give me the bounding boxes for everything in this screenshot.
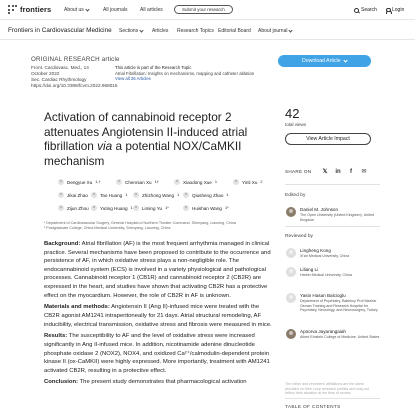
avatar-icon <box>233 179 239 185</box>
journal-nav-editorial-board[interactable] <box>218 28 251 34</box>
reviewer-text <box>300 267 352 278</box>
author-name: Dengyue Xu <box>67 179 93 185</box>
author-affil-sup: 1,† <box>95 180 101 184</box>
author-affil-sup: 1 <box>177 193 180 197</box>
title-part-2: a potential NOX/CaMKII mechanism <box>44 139 242 168</box>
reviewer-text <box>300 248 349 259</box>
twitter-icon[interactable]: 𝕏 <box>322 169 328 175</box>
author-name: Zijun Zhou <box>67 205 89 211</box>
nav-all-journals[interactable] <box>103 7 127 13</box>
author-name: Tao Huang <box>100 192 123 198</box>
avatar <box>286 207 296 217</box>
author-item[interactable] <box>130 205 169 211</box>
journal-nav-research-topics-label: Research Topics <box>177 28 214 34</box>
view-all-articles-link[interactable]: View all 26 Articles <box>115 76 151 81</box>
journal-nav-articles-label: Articles <box>152 28 169 34</box>
avatar-icon <box>58 205 64 211</box>
citation-doi[interactable]: https://doi.org/10.3389/fcvm.2022.968015 <box>31 83 118 88</box>
author-item[interactable] <box>116 179 159 185</box>
reviewer-text <box>300 293 381 313</box>
author-affil-sup: 1 <box>214 180 218 184</box>
research-topic-name[interactable]: Atrial Fibrillation: Insights on mechanisms, mapping and catheter ablation <box>115 70 255 76</box>
search-icon <box>354 8 359 13</box>
author-name: Liming Yu <box>142 205 163 211</box>
author-name: Yinli Xu <box>242 179 258 185</box>
author-affil-sup: 1 <box>125 193 128 197</box>
affiliation-item: ¹ Department of Cardiovascular Surgery, General Hospital of Northern Theater Command, Shenyang, Liaoning, China <box>44 221 236 225</box>
divider <box>285 398 380 399</box>
abstract-results <box>44 332 276 375</box>
avatar-icon <box>183 205 189 211</box>
author-name: Jikai Zhao <box>67 192 88 198</box>
reviewer-affiliation: Department of Psychiatry, Bakirkoy Prof Mazhar Osman Training and Research Hospital for Psychiatry, Neurology, and Neurosurgery, Turkey <box>300 299 378 313</box>
author-affil-sup: 1 <box>226 193 229 197</box>
brand-name: frontiers <box>20 5 52 14</box>
chevron-down-icon <box>85 7 89 11</box>
edited-by-label: Edited by <box>285 193 306 198</box>
author-item[interactable] <box>58 179 101 185</box>
chevron-down-icon <box>289 28 293 32</box>
search-button[interactable] <box>354 7 377 13</box>
author-affil-sup: 1* <box>165 206 169 210</box>
abstract-conclusion <box>44 378 276 387</box>
views-count: 42 <box>285 106 300 121</box>
author-name: Yuting Huang <box>100 205 128 211</box>
author-name: Huishan Wang <box>192 205 222 211</box>
login-button[interactable] <box>385 7 404 13</box>
avatar-icon <box>58 179 64 185</box>
abstract-conclusion-text: The present study demonstrates that pharmacological activation <box>78 379 247 386</box>
author-name: Qiusheng Zhao <box>192 192 224 198</box>
author-item[interactable] <box>91 205 133 211</box>
avatar-icon <box>91 205 97 211</box>
journal-navbar <box>0 20 415 40</box>
table-of-contents-label[interactable]: TABLE OF CONTENTS <box>285 405 341 410</box>
abstract-background-text: Atrial fibrillation (AF) is the most frequent arrhythmia managed in clinical practice. Several mechanisms have been proposed to contribute to the occurrence and persistence of AF, in which oxidative stress plays a non-negligible role. The endocannabinoid system (ECS) is involved in a variety physiological and pathological processes. Cannabinoid receptor 1 (CB1R) and cannabinoid receptor 2 (CB2R) are expressed in the heart, and studies have shown that activating CB2R has a protective effect on the myocardium. However, the role of CB2R in AF is unknown. <box>44 241 271 299</box>
search-label: Search <box>361 7 377 13</box>
citation-journal: Front. Cardiovasc. Med., 14 October 2022 <box>31 65 89 76</box>
avatar <box>286 248 296 258</box>
journal-nav-sections[interactable] <box>119 28 143 34</box>
avatar-icon <box>91 192 97 198</box>
nav-all-articles-label: All articles <box>140 7 163 13</box>
journal-title[interactable]: Frontiers in Cardiovascular Medicine <box>8 27 112 34</box>
reviewer-name: Yasin Hasan Balcioglu <box>300 293 346 298</box>
reviewer-name: Liliang Li <box>300 267 319 272</box>
submit-research-button[interactable]: Submit your research <box>174 5 233 14</box>
author-item[interactable] <box>133 192 179 198</box>
author-name: Xiaodong Xue <box>183 179 212 185</box>
author-name: Zhizhong Wang <box>142 192 175 198</box>
author-item[interactable] <box>58 192 93 198</box>
affiliation-item: ² Postgraduate College, China Medical University, Shenyang, Liaoning, China <box>44 226 171 230</box>
reviewer-item[interactable] <box>286 248 381 259</box>
chevron-down-icon <box>343 58 347 62</box>
abstract-results-text: The susceptibility to AF and the level of oxidative stress were increased significantly in Ang II-infused mice. In addition, nicotinamide adenine dinucleotide phosphate oxidase 2 (NOX2), NOX4, and oxidized Ca²⁺/calmodulin-dependent protein kinase II (ox-CaMKII) were highly expressed. More importantly, treatment with AM1241 activated CB2R, resulting in a protective effect. <box>44 333 270 374</box>
research-topic-box <box>115 65 265 82</box>
reviewer-disclaimer: The editor and reviewers' affiliations are the latest provided on their Loop research profiles and may not reflect their situation at the time of review. <box>285 382 370 395</box>
journal-nav-editorial-board-label: Editorial Board <box>218 28 251 34</box>
reviewer-text <box>300 329 379 340</box>
frontiers-logo-icon <box>8 5 17 14</box>
nav-all-articles[interactable] <box>140 7 163 13</box>
journal-nav-research-topics[interactable] <box>177 28 214 34</box>
author-item[interactable] <box>233 179 263 185</box>
reviewed-by-label: Reviewed by <box>285 234 313 239</box>
author-item[interactable] <box>58 205 94 211</box>
journal-nav-articles[interactable] <box>152 28 168 34</box>
journal-nav-sections-label: Sections <box>119 28 139 34</box>
avatar-icon <box>130 205 139 211</box>
reviewer-affiliation: Albert Einstein College of Medicine, United States <box>300 335 380 339</box>
divider <box>285 184 380 185</box>
journal-nav-about[interactable] <box>258 28 292 34</box>
avatar-icon <box>183 192 189 198</box>
views-label: total views <box>285 122 307 127</box>
editor-item[interactable] <box>286 207 381 222</box>
avatar <box>286 329 296 339</box>
avatar <box>286 267 296 277</box>
facebook-icon[interactable]: f <box>350 169 352 175</box>
download-article-button[interactable] <box>278 55 371 67</box>
reviewer-name: Apoorva Jayarangaiah <box>300 329 346 334</box>
nav-about-us[interactable] <box>64 7 89 13</box>
reviewer-item[interactable] <box>286 329 381 340</box>
chevron-down-icon <box>140 28 144 32</box>
avatar-icon <box>116 179 122 185</box>
reviewer-item[interactable] <box>286 293 381 313</box>
abstract-conclusion-label: Conclusion: <box>44 379 79 386</box>
view-article-impact-button[interactable]: View Article Impact <box>285 133 371 145</box>
editor-affiliation: The Open University (United Kingdom), United Kingdom <box>300 213 375 222</box>
author-affil-sup: 1* <box>224 206 229 210</box>
linkedin-icon[interactable]: in <box>335 169 341 175</box>
article-title <box>44 110 274 168</box>
download-article-label: Download Article <box>301 58 341 64</box>
user-icon <box>385 8 390 13</box>
frontiers-logo[interactable] <box>8 5 51 14</box>
research-topic-intro: This article is part of the Research Topic <box>115 65 192 70</box>
author-item[interactable] <box>91 192 127 198</box>
editor-name: Daniel M. Johnson <box>300 207 339 212</box>
citation-block <box>31 65 118 89</box>
title-part-1: Activation of cannabinoid receptor 2 attenuates Angiotensin II-induced atrial fibrillation <box>44 110 248 153</box>
reviewer-name: Lingheng Kong <box>300 248 331 253</box>
author-affil-sup: 2 <box>260 180 263 184</box>
avatar-icon <box>133 192 139 198</box>
author-item[interactable] <box>183 192 229 198</box>
article-type: ORIGINAL RESEARCH article <box>31 56 120 63</box>
avatar <box>286 293 296 303</box>
reviewer-affiliation: Harbin Medical University, China <box>300 273 352 277</box>
reviewer-affiliation: Xi'an Medical University, China <box>300 254 350 258</box>
abstract-methods <box>44 303 276 329</box>
author-affil-sup: 1† <box>154 180 159 184</box>
author-item[interactable] <box>183 205 229 211</box>
editor-text <box>300 207 381 222</box>
login-label: Login <box>392 7 405 13</box>
author-item[interactable] <box>174 179 217 185</box>
avatar-icon <box>174 179 180 185</box>
abstract-background-label: Background: <box>44 241 81 247</box>
author-name: Chennian Xu <box>125 179 152 185</box>
divider <box>285 226 380 227</box>
avatar-icon <box>58 192 64 198</box>
citation-section[interactable]: Sec. Cardiac Rhythmology <box>31 77 87 82</box>
title-via: via <box>97 139 113 153</box>
affiliations <box>44 221 276 231</box>
author-affil-sup: 1 <box>130 206 133 210</box>
nav-about-us-label: About us <box>64 7 84 13</box>
share-row <box>285 167 380 177</box>
journal-nav-about-label: About journal <box>258 28 288 34</box>
top-navbar <box>0 0 415 20</box>
abstract-results-label: Results: <box>44 333 68 340</box>
abstract-background <box>44 240 276 300</box>
reviewer-item[interactable] <box>286 267 381 278</box>
share-label: SHARE ON <box>285 169 312 174</box>
abstract-methods-text: Angiotensin II (Ang II)-infused mice were treated with the CB2R agonist AM1241 intraperitoneally for 21 days. Atrial structural remodeling, AF inducibility, electrical transmission, oxidative stress and fibrosis were measured in mice. <box>44 304 272 328</box>
abstract <box>44 240 276 390</box>
email-icon[interactable]: ✉ <box>361 169 367 175</box>
nav-all-journals-label: All journals <box>103 7 128 13</box>
abstract-methods-label: Materials and methods: <box>44 304 110 311</box>
